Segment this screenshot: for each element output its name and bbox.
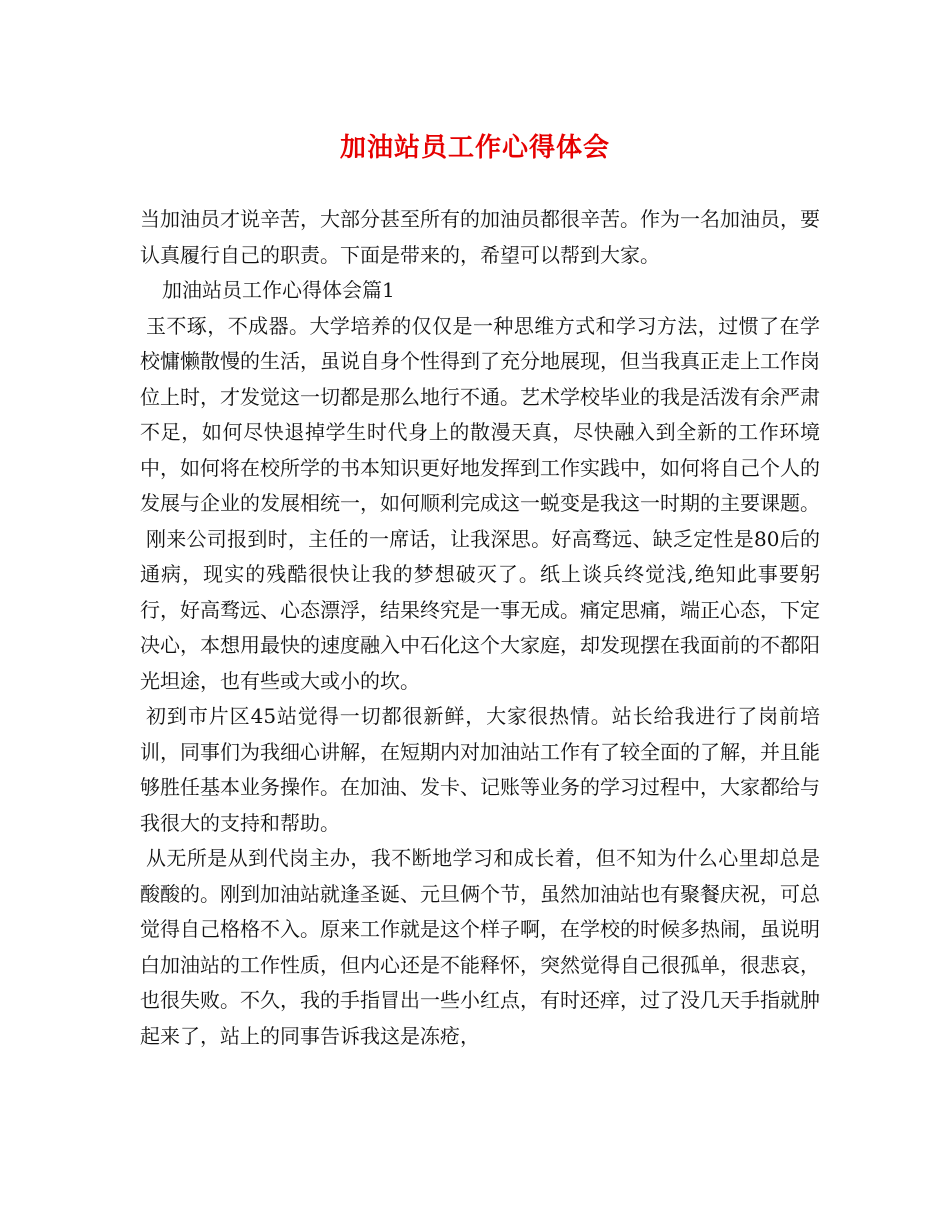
section-heading: 加油站员工作心得体会篇1 <box>162 278 395 302</box>
document-body <box>140 202 820 1054</box>
document-title: 加油站员工作心得体会 <box>339 133 610 163</box>
intro-paragraph: 当加油员才说辛苦，大部分甚至所有的加油员都很辛苦。作为一名加油员，要认真履行自己的职责。下面是带来的，希望可以帮到大家。 <box>140 207 820 267</box>
body-paragraph: 初到市片区45站觉得一切都很新鲜，大家很热情。站长给我进行了岗前培训，同事们为我细心讲解，在短期内对加油站工作有了较全面的了解，并且能够胜任基本业务操作。在加油、发卡、记账等业务的学习过程中，大家都给与我很大的支持和帮助。 <box>140 704 820 835</box>
body-paragraph: 刚来公司报到时，主任的一席话，让我深思。好高骛远、缺乏定性是80后的通病，现实的残酷很快让我的梦想破灭了。纸上谈兵终觉浅,绝知此事要躬行，好高骛远、心态漂浮，结果终究是一事无成。痛定思痛，端正心态，下定决心，本想用最快的速度融入中石化这个大家庭，却发现摆在我面前的不都阳光坦途，也有些或大或小的坎。 <box>140 526 820 693</box>
body-paragraph: 玉不琢，不成器。大学培养的仅仅是一种思维方式和学习方法，过惯了在学校慵懒散慢的生活，虽说自身个性得到了充分地展现，但当我真正走上工作岗位上时，才发觉这一切都是那么地行不通。艺术学校毕业的我是活泼有余严肃不足，如何尽快退掉学生时代身上的散漫天真，尽快融入到全新的工作环境中，如何将在校所学的书本知识更好地发挥到工作实践中，如何将自己个人的发展与企业的发展相统一，如何顺利完成这一蜕变是我这一时期的主要课题。 <box>140 313 820 515</box>
body-paragraph: 从无所是从到代岗主办，我不断地学习和成长着，但不知为什么心里却总是酸酸的。刚到加油站就逢圣诞、元旦俩个节，虽然加油站也有聚餐庆祝，可总觉得自己格格不入。原来工作就是这个样子啊，在学校的时候多热闹，虽说明白加油站的工作性质，但内心还是不能释怀，突然觉得自己很孤单，很悲哀，也很失败。不久，我的手指冒出一些小红点，有时还痒，过了没几天手指就肿起来了，站上的同事告诉我这是冻疮， <box>140 846 820 1048</box>
